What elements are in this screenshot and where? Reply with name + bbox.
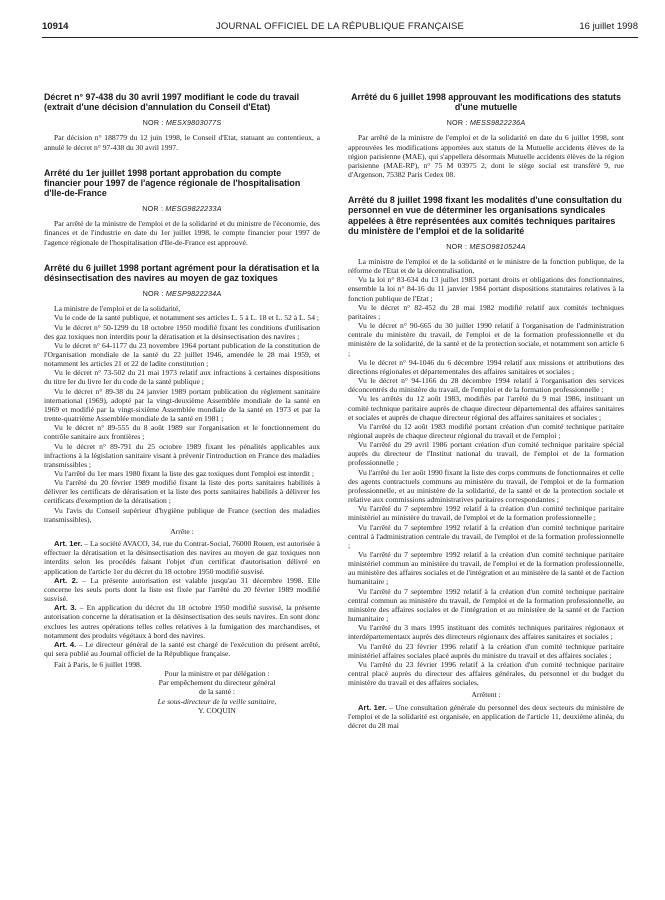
text-decret-97-438 <box>44 92 320 152</box>
paragraph: Vu le décret n° 90-665 du 30 juillet 1990 relatif à l'organisation de l'administration centrale du ministère du travail, de l'emploi et de la formation professionnelle et du ministère de la solidarité, de la santé et de la protection sociale, et notamment son article 6 ; <box>348 321 624 358</box>
article <box>44 539 320 576</box>
nor-reference <box>44 204 320 213</box>
article-number: Art. 2. <box>54 575 78 585</box>
paragraph: Vu l'arrêté du 1er mars 1980 fixant la liste des gaz toxiques dont l'emploi est interdit ; <box>54 469 314 479</box>
text-arrete-compte-financier <box>44 168 320 247</box>
article <box>348 703 624 730</box>
article-text: – Le directeur général de la santé est chargé de l'exécution du présent arrêté, qui sera publié au Journal officiel de la République française. <box>44 639 320 658</box>
paragraph: Vu la loi n° 83-634 du 13 juillet 1983 portant droits et obligations des fonctionnaires, ensemble la loi n° 84-16 du 11 janvier 1984 portant dispositions statutaires relatives à la fonction publique de l'Etat ; <box>348 275 624 303</box>
paragraph: Vu le décret n° 50-1299 du 18 octobre 1950 modifié fixant les conditions d'utilisation des gaz toxiques non interdits pour la dératisation et la désinsectisation des navires ; <box>44 322 320 341</box>
article-text: – Une consultation générale du personnel des deux secteurs du ministère de l'emploi et de la solidarité est organisée, en application de l'article 11, deuxième alinéa, du décret du 28 mai <box>348 702 625 730</box>
nor-code: MESS9822236A <box>469 118 526 128</box>
text-title: Arrêté du 8 juillet 1998 fixant les modalités d'une consultation du personnel en vue de déterminer les organisations syndicales appelées à être représentées aux comités techniques paritaires du ministère de l'emploi et de la solidarité <box>348 195 622 236</box>
nor-label: NOR : <box>446 242 468 251</box>
text-arrete-consultation <box>348 195 624 730</box>
signature-line <box>114 697 320 706</box>
nor-reference <box>44 289 320 298</box>
paragraph: Vu le décret n° 94-1046 du 6 décembre 1994 relatif aux missions et attributions des directions régionales et départementales des affaires sanitaires et sociales ; <box>348 357 624 376</box>
paragraph: Vu l'arrêté du 29 avril 1986 portant création d'un comité technique paritaire spécial auprès du directeur de l'Institut national du travail, de l'emploi et de la formation professionnelle ; <box>348 440 624 468</box>
paragraph: La ministre de l'emploi et de la solidarité et le ministre de la fonction publique, de la réforme de l'Etat et de la décentralisation, <box>348 257 624 276</box>
article-text: – La société AVACO, 34, rue du Contrat-Social, 76000 Rouen, est autorisée à effectuer la dératisation et la désinsectisation des navires au moyen de gaz toxiques non interdits selon les procédés faisant l'objet d'un certificat d'autorisation délivré en application de l'article 1er du décret du 18 octobre 1950 modifié susvisé. <box>44 539 320 576</box>
signatory-title: Le sous-directeur de la veille sanitaire, <box>157 696 277 706</box>
article-number: Art. 3. <box>54 603 77 613</box>
header-rule <box>42 37 638 38</box>
paragraph: Vu l'avis du Conseil supérieur d'hygiène publique de France (section des maladies transmissibles), <box>44 505 320 524</box>
paragraph: Vu le décret n° 94-1166 du 28 décembre 1994 relatif à l'organisation des services déconcentrés du ministère du travail, de l'emploi et de la formation professionnelle ; <box>348 376 624 395</box>
arrete-heading: Arrête : <box>170 526 194 536</box>
page-header <box>42 21 638 35</box>
spacer <box>348 179 624 195</box>
paragraph: Vu l'arrêté du 23 février 1996 relatif à la création d'un comité technique paritaire ministériel affaires sociales placé auprès du ministre du travail et des affaires sociales ; <box>348 641 624 660</box>
paragraph: Vu l'arrêté du 20 février 1989 modifié fixant la liste des ports sanitaires habilités à délivrer les certificats de dératisation et la liste des ports sanitaires habilités à délivrer les certificats d'exemption de la dératisation ; <box>44 478 320 506</box>
paragraph: Vu l'arrêté du 7 septembre 1992 relatif à la création d'un comité technique paritaire ministériel commun au ministère du travail, de l'emploi et de la formation professionnelle, au ministère des affaires sociales et de l'intégration et au ministère de la santé et de l'action humanitaire ; <box>348 550 624 587</box>
paragraph: Vu l'arrêté du 1er août 1990 fixant la liste des corps communs de fonctionnaires et celle des agents contractuels communs au ministère du travail, de l'emploi et de la formation professionnelle, et au ministère de la solidarité, de la santé et de la protection sociale et relative aux commissions administratives paritaires correspondantes ; <box>348 467 624 505</box>
paragraph: La ministre de l'emploi et de la solidarité, <box>54 304 181 314</box>
nor-code: MESX9803077S <box>165 118 222 128</box>
nor-code: MESG9822233A <box>165 204 222 214</box>
signature-line: de la santé : <box>198 687 236 697</box>
article-number: Art. 1er. <box>358 702 387 712</box>
nor-label: NOR : <box>142 204 164 214</box>
paragraph: Vu l'arrêté du 7 septembre 1992 relatif à la création d'un comité technique paritaire central commun au ministère du travail, de l'emploi et de la formation professionnelle, au ministère des affaires sociales et de l'intégration et au ministère de la santé et de l'action humanitaire ; <box>348 586 624 624</box>
article-text: – En application du décret du 18 octobre 1950 modifié susvisé, la présente autorisation concerne la dératisation et la désinsectisation des seuls navires. En sont donc exclues les autres opérations telles celles relatives à la fumigation des marchandises, et notamment des produits végétaux à bord des navires. <box>44 603 320 640</box>
signature-line: Par empêchement du directeur général <box>158 678 276 688</box>
left-column <box>44 92 320 715</box>
paragraph: Vu l'arrêté du 12 août 1983 modifié portant création d'un comité technique paritaire régional auprès de chaque directeur régional du travail et de l'emploi ; <box>348 421 624 440</box>
text-title: Décret n° 97-438 du 30 avril 1997 modifiant le code du travail (extrait d'une décision d'annulation du Conseil d'Etat) <box>44 92 300 113</box>
text-title: Arrêté du 6 juillet 1998 portant agrément pour la dératisation et la désinsectisation des navires au moyen de gaz toxiques <box>44 262 320 283</box>
paragraph: Vu le décret n° 89-38 du 24 janvier 1989 portant publication du règlement sanitaire international (1969), adopté par la vingt-deuxième Assemblée mondiale de la santé en 1969 et modifié par la vingt-sixième Assemblée mondiale de la santé en 1973 et par la trente-quatrième Assemblée mondiale de la santé en 1981 ; <box>44 386 320 424</box>
paragraph: Vu le décret n° 64-1177 du 23 novembre 1964 portant publication de la constitution de l'Organisation mondiale de la santé du 22 juillet 1946, amendée le 28 mai 1959, et notamment les articles 21 et 22 de ladite constitution ; <box>44 340 320 369</box>
signature-line: Pour la ministre et par délégation : <box>164 669 270 679</box>
nor-reference <box>348 118 624 127</box>
paragraph: Vu le décret n° 82-452 du 28 mai 1982 modifié relatif aux comités techniques paritaires ; <box>348 302 624 321</box>
article <box>44 640 320 658</box>
article <box>44 576 320 603</box>
text-title: Arrêté du 6 juillet 1998 approuvant les modifications des statuts d'une mutuelle <box>351 92 621 113</box>
issue-date: 16 juillet 1998 <box>579 21 638 32</box>
right-column <box>348 92 624 730</box>
done-at: Fait à Paris, le 6 juillet 1998. <box>54 660 142 670</box>
page-number: 10914 <box>42 21 69 32</box>
paragraph: Vu le décret n° 89-791 du 25 octobre 1989 fixant les pénalités applicables aux infractions à la législation sanitaire visant à prévenir l'introduction en France des maladies transmissibles ; <box>44 441 320 469</box>
signature-block <box>114 669 320 714</box>
nor-code: MESO9810524A <box>469 242 526 251</box>
text-arrete-mutuelle <box>348 92 624 179</box>
paragraph: Par arrêté de la ministre de l'emploi et de la solidarité en date du 6 juillet 1998, sont approuvées les modifications apportées aux statuts de la Mutuelle accidents élèves de la région parisienne (MAE), qui s'appellera désormais Mutuelle accidents élèves de la région parisienne (MAE-RP), n° 75 M 03975 2, dont le siège social est transféré 9, rue d'Argenson, 75382 Paris Cedex 08. <box>348 133 624 180</box>
nor-code: MESP9822234A <box>165 289 222 299</box>
paragraph: Par arrêté de la ministre de l'emploi et de la solidarité et du ministre de l'économie, des finances et de l'industrie en date du 1er juillet 1998, le compte financier pour 1997 de l'agence régionale de l'hospitalisation d'Ile-de-France est approuvé. <box>44 219 320 247</box>
arretent-heading: Arrêtent : <box>471 690 501 700</box>
spacer <box>44 152 320 168</box>
text-title: Arrêté du 1er juillet 1998 portant approbation du compte financier pour 1997 de l'agence régionale de l'hospitalisation d'Ile-de-France <box>44 167 301 199</box>
paragraph: Vu le décret n° 73-502 du 21 mai 1973 relatif aux infractions à certaines dispositions du titre Ier du livre Ier du code de la santé publique ; <box>44 368 320 387</box>
nor-label: NOR : <box>446 118 468 128</box>
paragraph: Vu le code de la santé publique, et notamment ses articles L. 5 à L. 18 et L. 52 à L. 54 ; <box>54 313 320 323</box>
nor-label: NOR : <box>142 118 164 128</box>
nor-reference <box>348 242 624 251</box>
journal-title: JOURNAL OFFICIEL DE LA RÉPUBLIQUE FRANÇAISE <box>215 21 465 32</box>
article-number: Art. 1er. <box>54 539 83 549</box>
paragraph: Vu l'arrêté du 7 septembre 1992 relatif à la création d'un comité technique paritaire central à l'administration centrale du travail, de l'emploi et de la formation professionnelle ; <box>348 522 624 550</box>
article <box>44 603 320 640</box>
paragraph: Vu le décret n° 89-555 du 8 août 1989 sur l'organisation et le fonctionnement du contrôle sanitaire aux frontières ; <box>44 423 320 442</box>
nor-reference <box>44 118 320 127</box>
nor-label: NOR : <box>142 289 164 299</box>
paragraph: Vu l'arrêté du 3 mars 1995 instituant des comités techniques paritaires régionaux et interdépartementaux auprès des directeurs régionaux des affaires sanitaires et sociales ; <box>348 623 624 642</box>
article-text: – La présente autorisation est valable jusqu'au 31 décembre 1998. Elle concerne les seuls ports dont la liste est fixée par l'arrêté du 20 février 1989 modifié susvisé. <box>44 575 320 604</box>
paragraph: Par décision n° 188779 du 12 juin 1998, le Conseil d'Etat, statuant au contentieux, a annulé le décret n° 97-438 du 30 avril 1997. <box>44 133 320 152</box>
spacer <box>44 247 320 263</box>
text-arrete-deratisation <box>44 263 320 715</box>
article-number: Art. 4. <box>54 639 77 649</box>
signatory-name: Y. COQUIN <box>198 705 236 715</box>
paragraph: Vu l'arrêté du 23 février 1996 relatif à la création d'un comité technique paritaire central placé auprès du directeur des affaires générales, du personnel et du budget du ministère du travail et des affaires sociales, <box>348 659 624 688</box>
paragraph: Vu l'arrêté du 7 septembre 1992 relatif à la création d'un comité technique paritaire ministériel au ministère du travail, de l'emploi et de la formation professionnelle ; <box>348 504 624 523</box>
paragraph: Vu les arrêtés du 12 août 1983, modifiés par l'arrêté du 9 mai 1986, instituant un comité technique paritaire auprès de chaque directeur départemental des affaires sanitaires et sociales et auprès de chaque directeur régional des affaires sanitaires et sociales ; <box>348 394 624 422</box>
